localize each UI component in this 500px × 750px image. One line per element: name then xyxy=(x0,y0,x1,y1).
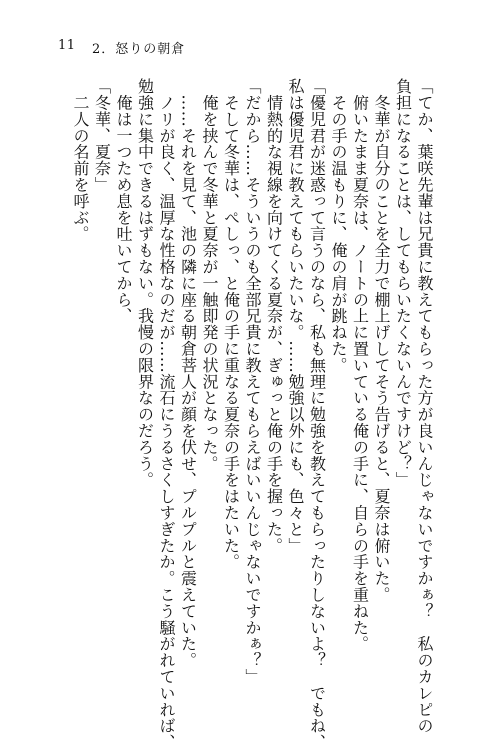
text-line: 「だから……そういうのも全部兄貴に教えてもらえばいいんじゃないですかぁ？」 xyxy=(243,78,262,685)
running-header xyxy=(0,38,500,58)
text-line: 「優児君が迷惑って言うのなら、私も無理に勉強を教えてもらったりしないよ？ でもね、 xyxy=(307,78,327,750)
text-line: その手の温もりに、俺の肩が跳ねた。 xyxy=(329,78,348,374)
text-line: 俺は一つため息を吐いてから、 xyxy=(114,78,133,324)
vertical-text-body xyxy=(70,78,436,750)
text-line: 負担になることは、してもらいたくないんですけど？」 xyxy=(393,78,413,488)
text-line: 私は優児君に教えてもらいたいな。……勉強以外にも、色々と」 xyxy=(286,78,305,554)
text-line: 二人の名前を呼ぶ。 xyxy=(71,78,90,242)
chapter-title: 2．怒りの朝倉 xyxy=(92,42,186,57)
text-line: 俺を挟んで冬華と夏奈が一触即発の状況となった。 xyxy=(200,78,219,472)
text-line: 冬華が自分のことを全力で棚上げしてそう告げると、夏奈は俯いた。 xyxy=(372,78,391,603)
text-line: 「てか、葉咲先輩は兄貴に教えてもらった方が良いんじゃないですかぁ？ 私のカレピの xyxy=(415,78,434,734)
text-line: 勉強に集中できるはずもない。我慢の限界なのだろう。 xyxy=(135,78,155,488)
text-line: ……それを見て、池の隣に座る朝倉菩人が顔を伏せ、プルプルと震えていた。 xyxy=(178,78,198,669)
text-line: 「冬華、夏奈」 xyxy=(92,78,112,193)
text-line: 俯いたまま夏奈は、ノートの上に置いている俺の手に、自らの手を重ねた。 xyxy=(350,78,370,652)
text-line: 情熱的な視線を向けてくる夏奈が、ぎゅっと俺の手を握った。 xyxy=(264,78,284,554)
text-line: ノリが良く、温厚な性格なのだが……流石にうるさくしすぎたか。こう騒がれていれば、 xyxy=(157,78,176,750)
page-number: 11 xyxy=(58,38,76,53)
text-line: そして冬華は、ぺしっ、と俺の手に重なる夏奈の手をはたいた。 xyxy=(221,78,241,570)
